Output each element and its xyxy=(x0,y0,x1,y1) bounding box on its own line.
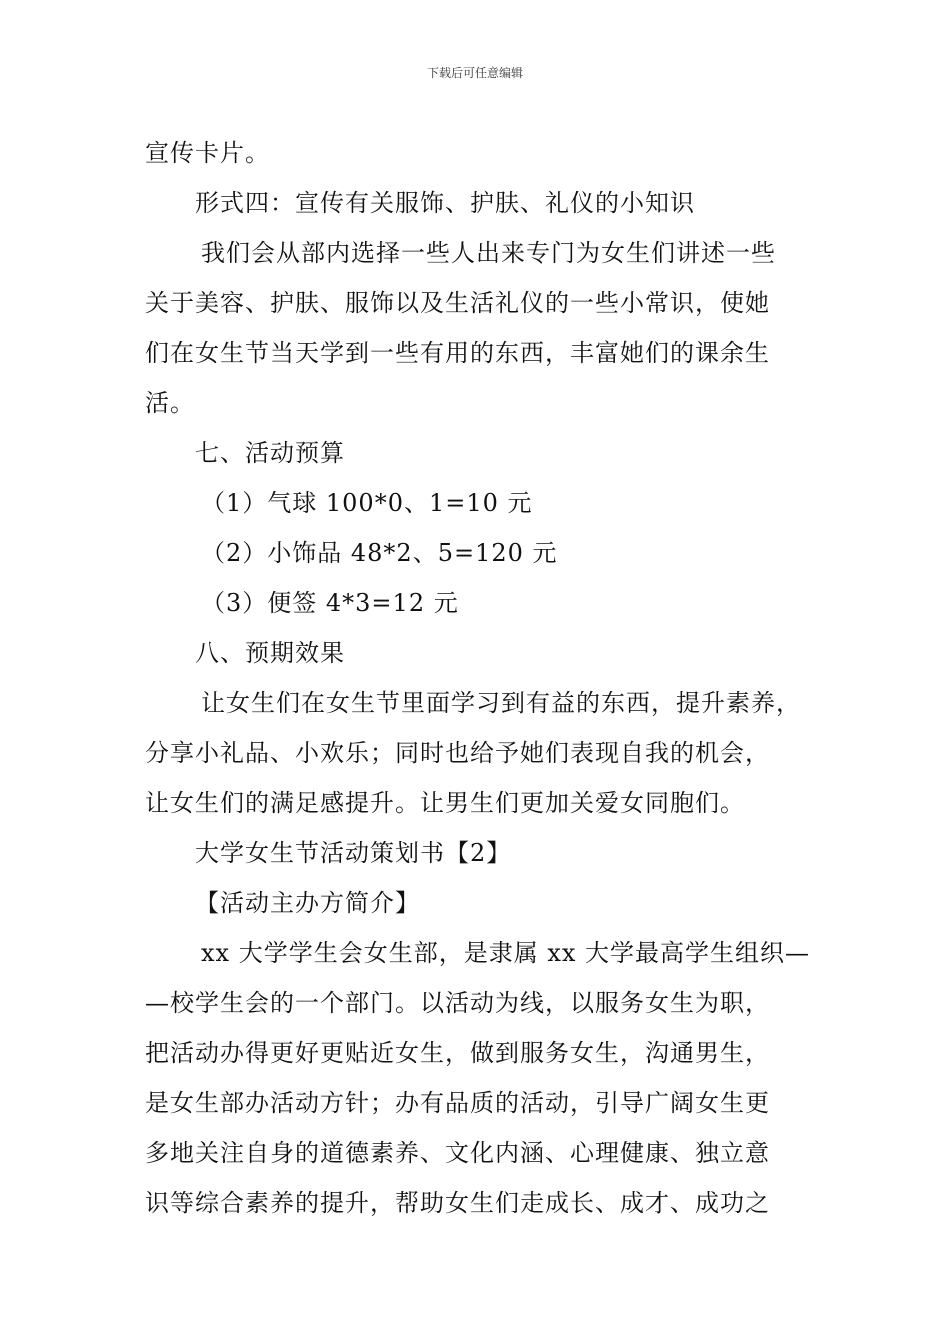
text-line: 关于美容、护肤、服饰以及生活礼仪的一些小常识，使她 xyxy=(145,289,770,317)
text-line: 把活动办得更好更贴近女生，做到服务女生，沟通男生， xyxy=(145,1039,770,1067)
document-body xyxy=(145,128,835,1228)
section-heading: 【活动主办方简介】 xyxy=(195,889,420,917)
document-title: 大学女生节活动策划书【2】 xyxy=(195,839,512,867)
text-line: 让女生们在女生节里面学习到有益的东西，提升素养， xyxy=(201,689,801,717)
text-line: 多地关注自身的道德素养、文化内涵、心理健康、独立意 xyxy=(145,1139,770,1167)
section-heading: 八、预期效果 xyxy=(195,639,345,667)
text-line: 让女生们的满足感提升。让男生们更加关爱女同胞们。 xyxy=(145,789,745,817)
text-line: 形式四：宣传有关服饰、护肤、礼仪的小知识 xyxy=(195,189,695,217)
text-line: 活。 xyxy=(145,389,195,417)
text-line: 宣传卡片。 xyxy=(145,139,270,167)
text-line: —校学生会的一个部门。以活动为线，以服务女生为职， xyxy=(145,989,770,1017)
budget-item: （1）气球 100*0、1=10 元 xyxy=(201,489,533,517)
budget-item: （3）便签 4*3=12 元 xyxy=(201,589,459,617)
budget-item: （2）小饰品 48*2、5=120 元 xyxy=(201,539,558,567)
text-line: 们在女生节当天学到一些有用的东西，丰富她们的课余生 xyxy=(145,339,770,367)
page-header: 下载后可任意编辑 xyxy=(426,66,523,80)
text-line: 我们会从部内选择一些人出来专门为女生们讲述一些 xyxy=(201,239,776,267)
text-line: xx 大学学生会女生部，是隶属 xx 大学最高学生组织— xyxy=(201,939,811,967)
text-line: 识等综合素养的提升，帮助女生们走成长、成才、成功之 xyxy=(145,1189,770,1217)
section-heading: 七、活动预算 xyxy=(195,439,345,467)
text-line: 是女生部办活动方针；办有品质的活动，引导广阔女生更 xyxy=(145,1089,770,1117)
text-line: 分享小礼品、小欢乐；同时也给予她们表现自我的机会， xyxy=(145,739,770,767)
